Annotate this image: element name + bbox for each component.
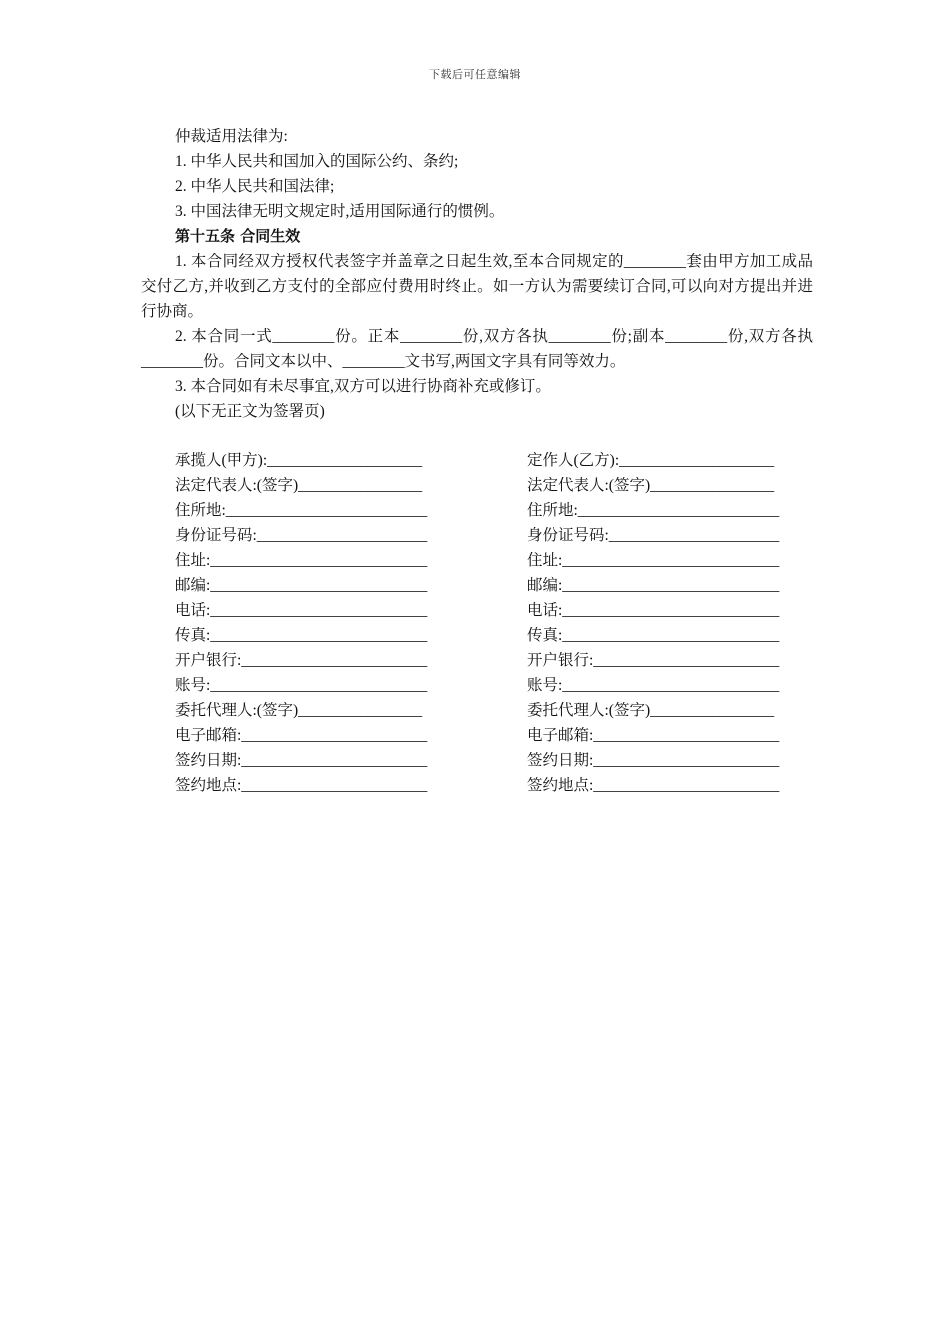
party-b-field: 账号:____________________________ bbox=[527, 677, 780, 694]
party-b-field: 身份证号码:______________________ bbox=[527, 527, 780, 544]
paragraph: 2. 中华人民共和国法律; bbox=[175, 178, 335, 195]
section-heading: 第十五条 合同生效 bbox=[175, 227, 301, 245]
party-a-field: 邮编:____________________________ bbox=[175, 577, 428, 594]
party-a-field: 电子邮箱:________________________ bbox=[175, 727, 428, 744]
party-a-field: 账号:____________________________ bbox=[175, 677, 428, 694]
paragraph: (以下无正文为签署页) bbox=[175, 403, 325, 420]
party-a-field: 传真:____________________________ bbox=[175, 627, 428, 644]
party-a-field: 电话:____________________________ bbox=[175, 602, 428, 619]
party-b-field: 电话:____________________________ bbox=[527, 602, 780, 619]
party-b-field: 电子邮箱:________________________ bbox=[527, 727, 780, 744]
party-a-field: 身份证号码:______________________ bbox=[175, 527, 428, 544]
party-a-field: 住址:____________________________ bbox=[175, 552, 428, 569]
party-b-field: 签约地点:________________________ bbox=[527, 777, 780, 794]
party-b-field: 住址:____________________________ bbox=[527, 552, 780, 569]
contract-body bbox=[141, 124, 813, 424]
party-b-field: 法定代表人:(签字)________________ bbox=[527, 477, 775, 494]
paragraph: 3. 本合同如有未尽事宜,双方可以进行协商补充或修订。 bbox=[175, 378, 551, 395]
paragraph: 3. 中国法律无明文规定时,适用国际通行的惯例。 bbox=[175, 203, 505, 220]
signature-block-party-a bbox=[175, 448, 427, 798]
header-note: 下载后可任意编辑 bbox=[429, 69, 521, 81]
paragraph: 1. 中华人民共和国加入的国际公约、条约; bbox=[175, 153, 459, 170]
party-a-field: 开户银行:________________________ bbox=[175, 652, 428, 669]
paragraph: 仲裁适用法律为: bbox=[175, 128, 288, 145]
party-a-field: 住所地:__________________________ bbox=[175, 502, 428, 519]
party-b-field: 邮编:____________________________ bbox=[527, 577, 780, 594]
party-a-field: 法定代表人:(签字)________________ bbox=[175, 477, 423, 494]
party-b-field: 签约日期:________________________ bbox=[527, 752, 780, 769]
party-b-field: 开户银行:________________________ bbox=[527, 652, 780, 669]
party-a-field: 委托代理人:(签字)________________ bbox=[175, 702, 423, 719]
party-a-field: 签约日期:________________________ bbox=[175, 752, 428, 769]
party-a-field: 承揽人(甲方):____________________ bbox=[175, 452, 423, 469]
party-b-field: 传真:____________________________ bbox=[527, 627, 780, 644]
party-a-field: 签约地点:________________________ bbox=[175, 777, 428, 794]
signature-block-party-b bbox=[527, 448, 779, 798]
paragraph: 1. 本合同经双方授权代表签字并盖章之日起生效,至本合同规定的________套由甲方加工成品交付乙方,并收到乙方支付的全部应付费用时终止。如一方认为需要续订合同,可以向对方提出并进行协商。 bbox=[141, 253, 813, 320]
party-b-field: 定作人(乙方):____________________ bbox=[527, 452, 775, 469]
party-b-field: 委托代理人:(签字)________________ bbox=[527, 702, 775, 719]
party-b-field: 住所地:__________________________ bbox=[527, 502, 780, 519]
paragraph: 2. 本合同一式________份。正本________份,双方各执________份;副本________份,双方各执________份。合同文本以中、________文书写,两国文字具有同等效力。 bbox=[141, 328, 813, 370]
